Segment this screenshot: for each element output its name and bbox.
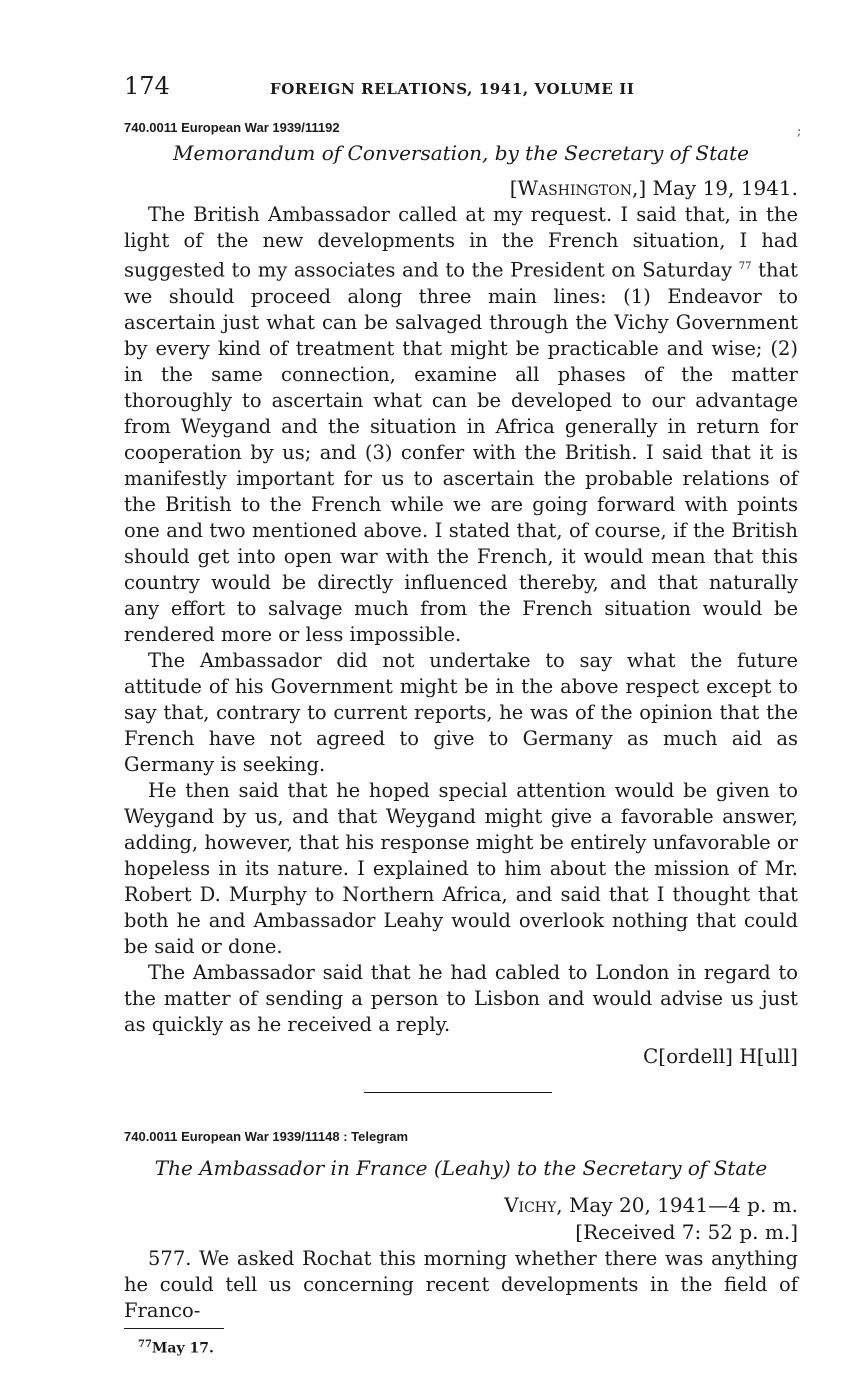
dateline [124,1192,798,1219]
dateline-date: May 19, 1941. [646,176,798,200]
paragraph: The Ambassador said that he had cabled to London in regard to the matter of sending a person to Lisbon and would advise us just as quickly as he received a reply. [124,960,798,1036]
file-reference: 740.0011 European War 1939/11148 : Telegram [124,1128,409,1144]
file-reference: 740.0011 European War 1939/11192 [124,120,340,135]
section-divider [364,1092,552,1093]
document-page [124,72,798,1356]
footnote-ref: 77 [738,261,752,272]
received-time: [Received 7: 52 p. m.] [575,1219,798,1244]
paragraph-text: that we should proceed along three main lines: (1) Endeavor to ascertain just what can be salvaged through the Vichy Government by every kind of treatment that might be practicable and wise; (2) in the same connection, examine all phases of the matter thoroughly to ascertain what can be developed to our advantage from Weygand and the situation in Africa generally in return for cooperation by us; and (3) confer with the British. I said that it is manifestly important for us to ascertain the probable relations of the British to the French while we are going forward with points one and two mentioned above. I stated that, of course, if the British should get into open war with the French, it would mean that this country would be directly influenced thereby, and that naturally any effort to salvage much from the French situation would be rendered more or less impossible. [124,258,798,646]
paragraph: 577. We asked Rochat this morning whether there was anything he could tell us concerning recent developments in the field of Franco- [124,1246,798,1322]
paragraph [124,202,798,648]
footnote [138,1339,798,1357]
paragraph: He then said that he hoped special attention would be given to Weygand by us, and that Weygand might give a favorable answer, adding, however, that his response might be entirely unfavorable or hopeless in its nature. I explained to him about the mission of Mr. Robert D. Murphy to Northern Africa, and said that I thought that both he and Ambassador Leahy would overlook nothing that could be said or done. [124,778,798,958]
footnote-text: May 17. [151,1340,214,1357]
footnote-rule [124,1328,224,1329]
dateline-place: Vichy, [504,1192,563,1217]
paragraph: The Ambassador did not undertake to say what the future attitude of his Government might be in the above respect except to say that, contrary to current reports, he was of the opinion that the French have not agreed to give to Germany as much aid as Germany is seeking. [124,648,798,776]
paragraph-text: The British Ambassador called at my request. I said that, in the light of the new developments in the French situation, I had suggested to my associates and to the President on Saturday [124,203,798,282]
dateline [124,175,798,202]
signature: C[ordell] H[ull] [642,1043,798,1068]
document-title: The Ambassador in France (Leahy) to the Secretary of State [154,1155,768,1180]
page-header [124,72,798,106]
document-title: Memorandum of Conversation, by the Secretary of State [173,141,749,165]
footnote-marker: 77 [138,1338,152,1350]
page-number: 174 [124,72,170,100]
running-title: FOREIGN RELATIONS, 1941, VOLUME II [270,80,635,98]
dateline-place: [Washington,] [509,176,647,200]
dateline-date: May 20, 1941—4 p. m. [562,1192,798,1217]
margin-mark: ; [797,124,802,139]
